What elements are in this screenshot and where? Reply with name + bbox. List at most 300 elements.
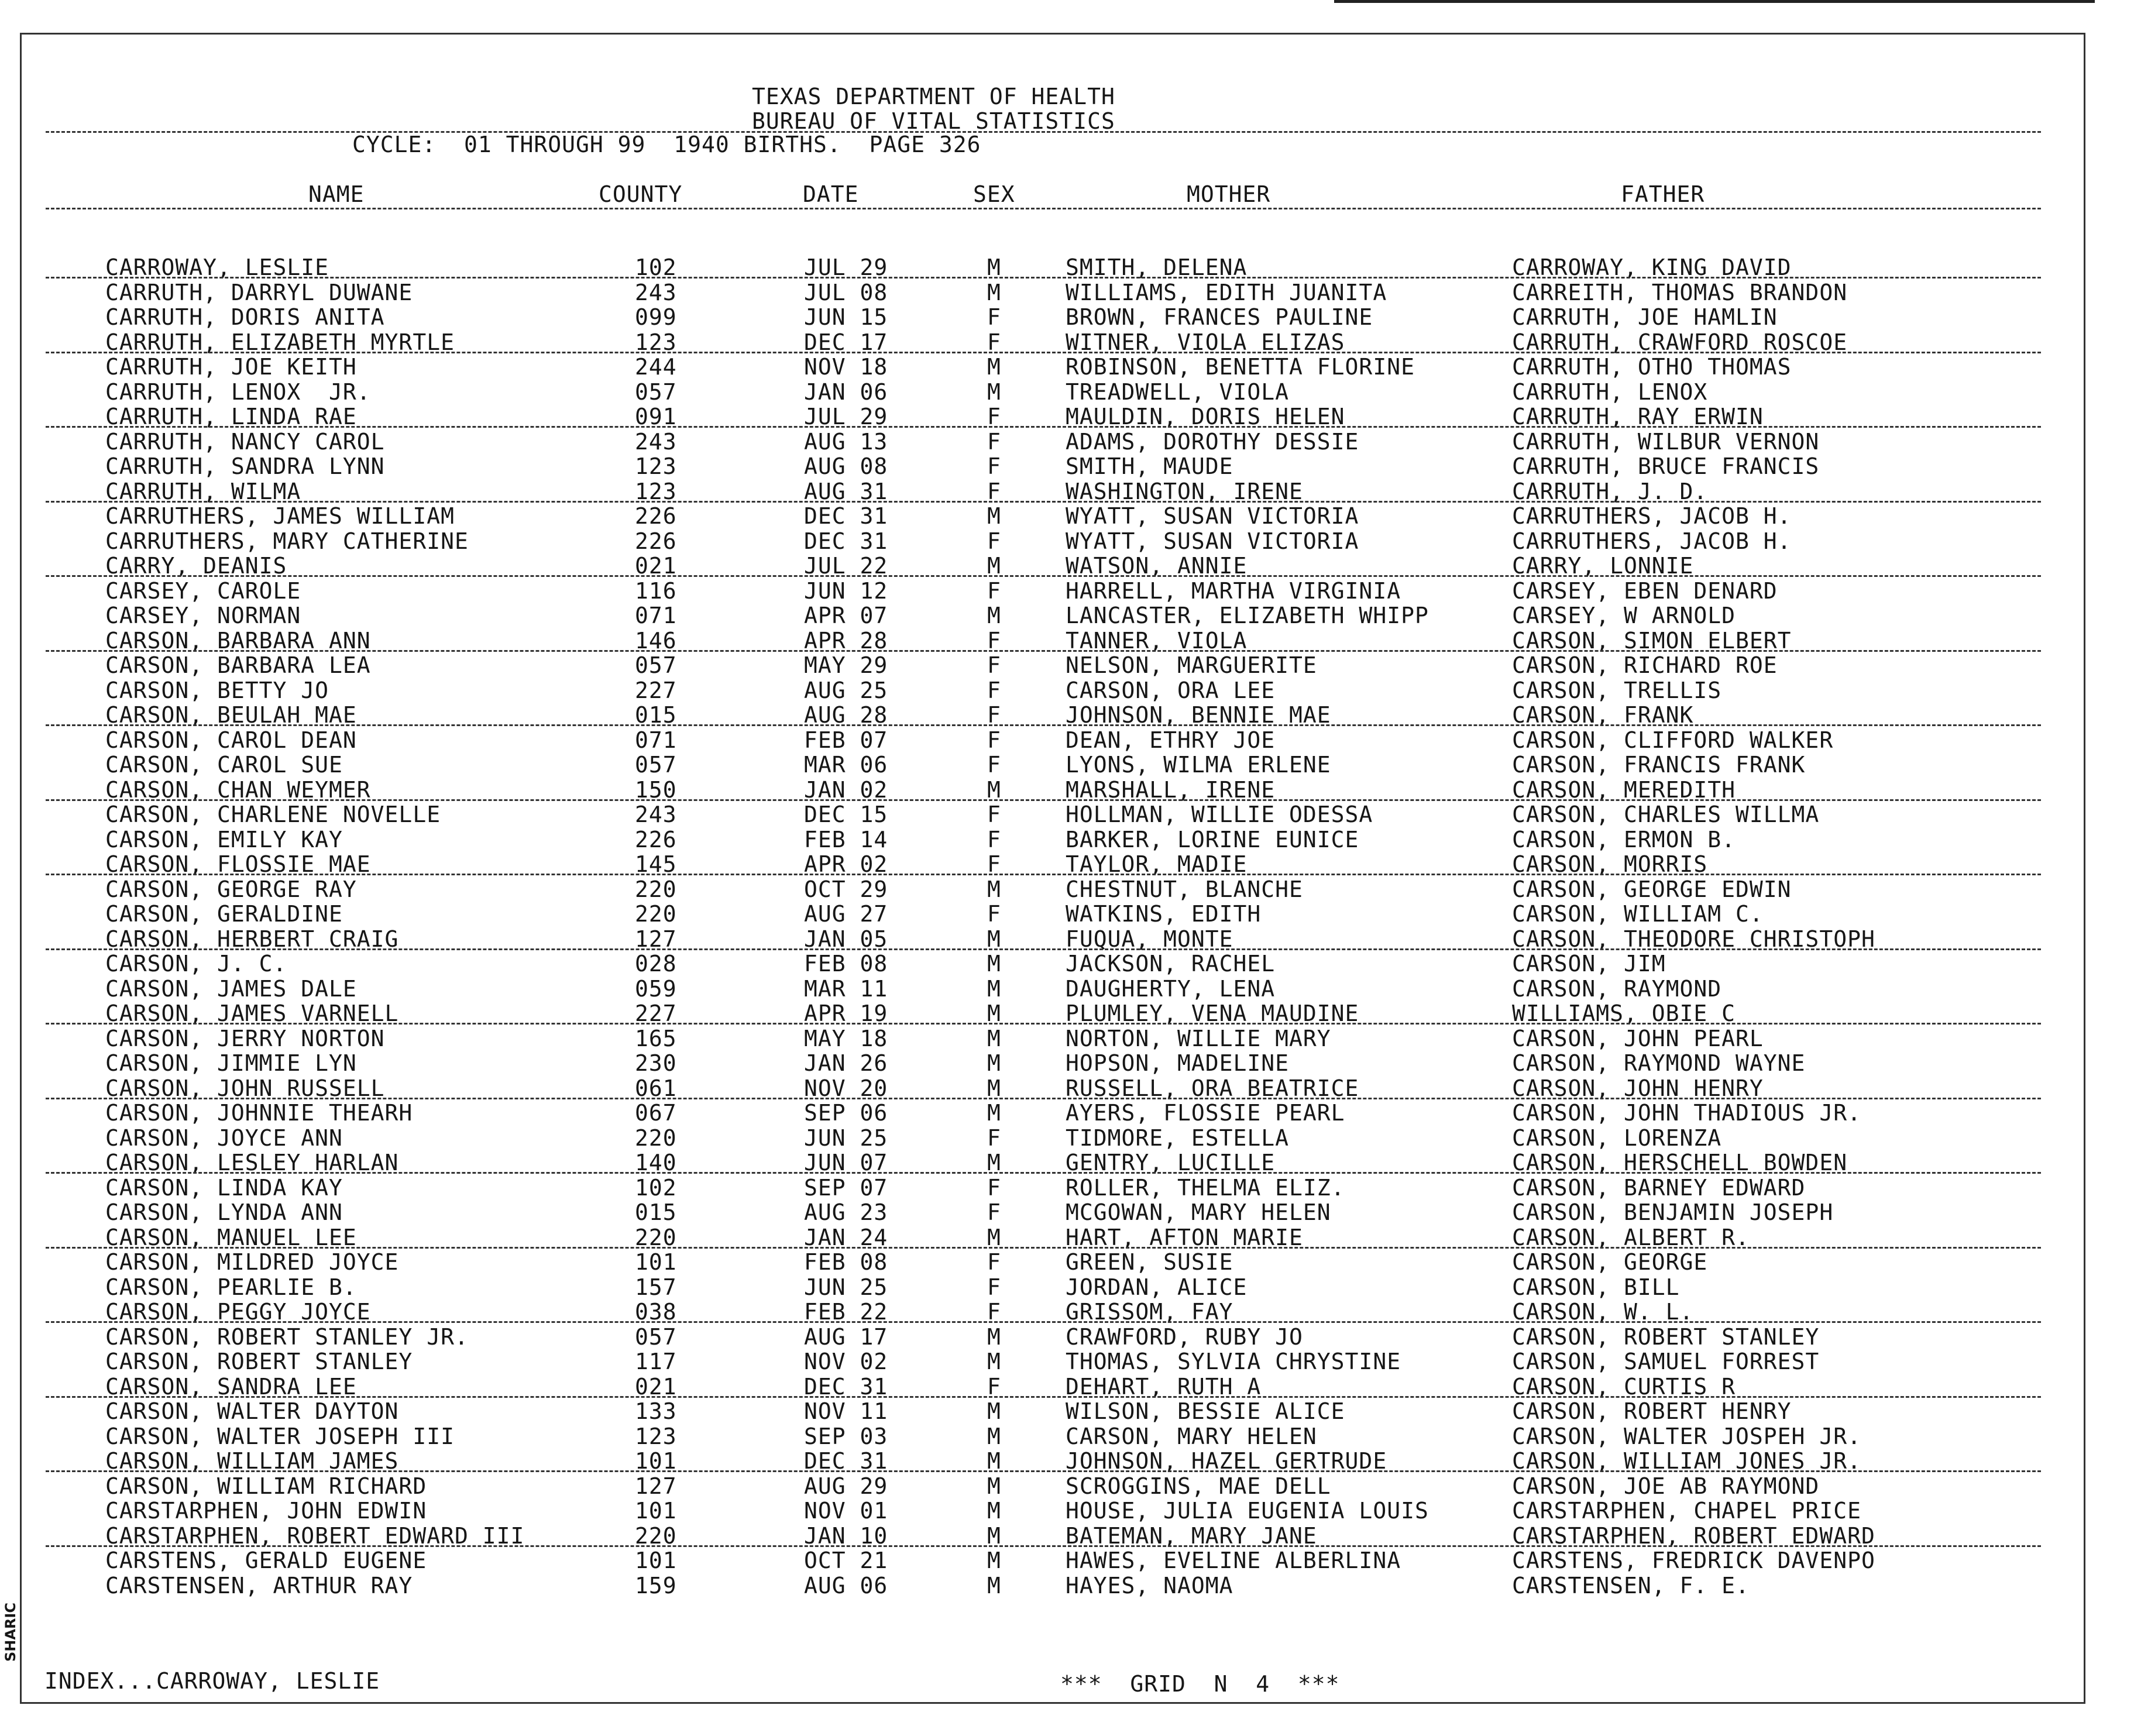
cell-mother: GRISSOM, FAY	[1066, 1299, 1233, 1325]
cell-name: CARRUTH, SANDRA LYNN	[105, 453, 385, 479]
cell-name: CARRUTH, JOE KEITH	[105, 354, 357, 380]
cell-name: CARSON, JAMES VARNELL	[105, 1001, 399, 1026]
cell-date: OCT 29	[804, 876, 888, 902]
cell-mother: WILLIAMS, EDITH JUANITA	[1066, 280, 1387, 305]
cell-mother: BATEMAN, MARY JANE	[1066, 1523, 1317, 1549]
cell-sex: F	[987, 404, 1001, 429]
cell-name: CARRUTH, DORIS ANITA	[105, 304, 385, 330]
cell-county: 116	[635, 578, 677, 604]
cell-date: JAN 10	[804, 1523, 888, 1549]
column-header-date: DATE	[803, 181, 859, 207]
cell-mother: THOMAS, SYLVIA CHRYSTINE	[1066, 1349, 1401, 1374]
cell-father: CARREITH, THOMAS BRANDON	[1512, 280, 1848, 305]
cell-county: 146	[635, 628, 677, 654]
cell-county: 140	[635, 1150, 677, 1175]
cell-county: 101	[635, 1548, 677, 1573]
cell-mother: JOHNSON, BENNIE MAE	[1066, 702, 1331, 728]
cell-mother: ADAMS, DOROTHY DESSIE	[1066, 429, 1359, 455]
cell-county: 226	[635, 528, 677, 554]
cell-county: 101	[635, 1448, 677, 1474]
row-group-rule	[46, 575, 2041, 577]
cell-father: CARSTARPHEN, CHAPEL PRICE	[1512, 1498, 1861, 1524]
cell-father: CARSON, WILLIAM C.	[1512, 901, 1764, 927]
cell-name: CARSON, MANUEL LEE	[105, 1225, 357, 1250]
cell-date: AUG 31	[804, 479, 888, 504]
row-group-rule	[46, 277, 2041, 279]
cell-county: 243	[635, 802, 677, 827]
cell-date: MAR 11	[804, 976, 888, 1002]
cell-sex: M	[987, 1100, 1001, 1126]
cell-father: CARSON, MEREDITH	[1512, 777, 1736, 803]
cell-name: CARSON, PEARLIE B.	[105, 1274, 357, 1300]
cycle-line: CYCLE: 01 THROUGH 99 1940 BIRTHS. PAGE 326	[352, 132, 981, 157]
cell-name: CARSTENSEN, ARTHUR RAY	[105, 1573, 413, 1599]
cell-sex: F	[987, 329, 1001, 355]
cell-name: CARSON, WALTER JOSEPH III	[105, 1424, 455, 1449]
cell-county: 226	[635, 503, 677, 529]
cell-father: CARRUTH, BRUCE FRANCIS	[1512, 453, 1820, 479]
cell-father: CARSON, RAYMOND WAYNE	[1512, 1050, 1806, 1076]
cell-name: CARSON, JERRY NORTON	[105, 1026, 385, 1051]
cell-father: CARSON, WALTER JOSPEH JR.	[1512, 1424, 1861, 1449]
cell-sex: M	[987, 876, 1001, 902]
cell-date: DEC 31	[804, 503, 888, 529]
cell-father: CARSON, THEODORE CHRISTOPH	[1512, 926, 1875, 952]
cell-name: CARSON, ROBERT STANLEY	[105, 1349, 413, 1374]
cell-county: 021	[635, 553, 677, 579]
cell-date: JUN 25	[804, 1125, 888, 1151]
cell-name: CARRUTH, WILMA	[105, 479, 301, 504]
cell-sex: F	[987, 752, 1001, 778]
cell-date: FEB 14	[804, 827, 888, 852]
cell-father: CARSON, FRANCIS FRANK	[1512, 752, 1806, 778]
cell-father: CARSON, GEORGE	[1512, 1249, 1708, 1275]
cell-mother: MCGOWAN, MARY HELEN	[1066, 1199, 1331, 1225]
cell-mother: HARRELL, MARTHA VIRGINIA	[1066, 578, 1401, 604]
row-group-rule	[46, 799, 2041, 801]
cell-mother: WASHINGTON, IRENE	[1066, 479, 1303, 504]
cell-father: CARSON, TRELLIS	[1512, 678, 1722, 703]
cell-father: CARRUTH, CRAWFORD ROSCOE	[1512, 329, 1848, 355]
cell-mother: FUQUA, MONTE	[1066, 926, 1233, 952]
cell-father: CARSON, BILL	[1512, 1274, 1680, 1300]
cell-sex: F	[987, 304, 1001, 330]
row-group-rule	[46, 948, 2041, 950]
cell-county: 091	[635, 404, 677, 429]
cell-county: 150	[635, 777, 677, 803]
cell-father: CARSON, CLIFFORD WALKER	[1512, 727, 1834, 753]
column-header-father: FATHER	[1621, 181, 1705, 207]
row-group-rule	[46, 1172, 2041, 1174]
cell-sex: M	[987, 1324, 1001, 1350]
cell-county: 021	[635, 1374, 677, 1400]
cell-date: AUG 17	[804, 1324, 888, 1350]
cell-county: 101	[635, 1249, 677, 1275]
cell-county: 057	[635, 752, 677, 778]
cell-father: CARSTARPHEN, ROBERT EDWARD	[1512, 1523, 1875, 1549]
row-group-rule	[46, 1023, 2041, 1025]
cell-mother: PLUMLEY, VENA MAUDINE	[1066, 1001, 1359, 1026]
cell-county: 220	[635, 901, 677, 927]
cell-sex: M	[987, 951, 1001, 977]
cell-date: AUG 27	[804, 901, 888, 927]
row-group-rule	[46, 1545, 2041, 1547]
cell-name: CARSON, SANDRA LEE	[105, 1374, 357, 1400]
cell-county: 227	[635, 1001, 677, 1026]
cell-name: CARSON, CAROL DEAN	[105, 727, 357, 753]
row-group-rule	[46, 1396, 2041, 1398]
cell-name: CARRUTH, LINDA RAE	[105, 404, 357, 429]
cell-date: JUN 07	[804, 1150, 888, 1175]
cell-sex: M	[987, 603, 1001, 628]
cell-sex: M	[987, 1523, 1001, 1549]
cell-sex: F	[987, 1299, 1001, 1325]
cell-date: JUN 25	[804, 1274, 888, 1300]
cell-sex: F	[987, 1249, 1001, 1275]
cell-county: 061	[635, 1075, 677, 1101]
cell-name: CARSTENS, GERALD EUGENE	[105, 1548, 427, 1573]
cell-name: CARSON, JIMMIE LYN	[105, 1050, 357, 1076]
cell-mother: HAYES, NAOMA	[1066, 1573, 1233, 1599]
cell-date: JAN 26	[804, 1050, 888, 1076]
cell-name: CARRUTHERS, MARY CATHERINE	[105, 528, 469, 554]
cell-county: 123	[635, 479, 677, 504]
cell-date: OCT 21	[804, 1548, 888, 1573]
cell-county: 145	[635, 851, 677, 877]
cell-father: CARSON, RICHARD ROE	[1512, 652, 1778, 678]
cell-father: CARSON, FRANK	[1512, 702, 1694, 728]
cell-date: MAY 29	[804, 652, 888, 678]
cell-county: 099	[635, 304, 677, 330]
cell-sex: M	[987, 926, 1001, 952]
cell-county: 243	[635, 429, 677, 455]
cell-mother: SCROGGINS, MAE DELL	[1066, 1473, 1331, 1499]
cell-county: 243	[635, 280, 677, 305]
header-rule-2	[46, 208, 2041, 209]
cell-date: APR 07	[804, 603, 888, 628]
cell-mother: DEHART, RUTH A	[1066, 1374, 1262, 1400]
cell-mother: GENTRY, LUCILLE	[1066, 1150, 1276, 1175]
cell-father: CARSEY, W ARNOLD	[1512, 603, 1736, 628]
row-group-rule	[46, 426, 2041, 428]
cell-mother: SMITH, DELENA	[1066, 255, 1248, 280]
cell-mother: DEAN, ETHRY JOE	[1066, 727, 1276, 753]
cell-father: CARSON, BARNEY EDWARD	[1512, 1175, 1806, 1201]
cell-name: CARSON, BETTY JO	[105, 678, 329, 703]
cell-sex: M	[987, 976, 1001, 1002]
row-group-rule	[46, 1098, 2041, 1099]
cell-county: 220	[635, 1125, 677, 1151]
cell-father: CARSON, JIM	[1512, 951, 1666, 977]
cell-name: CARRUTH, LENOX JR.	[105, 379, 371, 405]
cell-father: WILLIAMS, OBIE C	[1512, 1001, 1736, 1026]
row-group-rule	[46, 650, 2041, 652]
cell-county: 127	[635, 1473, 677, 1499]
cell-county: 038	[635, 1299, 677, 1325]
cell-sex: F	[987, 1274, 1001, 1300]
cell-father: CARSON, CURTIS R	[1512, 1374, 1736, 1400]
cell-date: AUG 29	[804, 1473, 888, 1499]
cell-date: APR 02	[804, 851, 888, 877]
cell-name: CARSON, WILLIAM RICHARD	[105, 1473, 427, 1499]
cell-mother: JOHNSON, HAZEL GERTRUDE	[1066, 1448, 1387, 1474]
cell-date: NOV 02	[804, 1349, 888, 1374]
cell-county: 123	[635, 329, 677, 355]
cell-name: CARSON, FLOSSIE MAE	[105, 851, 371, 877]
cell-sex: F	[987, 453, 1001, 479]
cell-mother: HOUSE, JULIA EUGENIA LOUIS	[1066, 1498, 1429, 1524]
cell-mother: RUSSELL, ORA BEATRICE	[1066, 1075, 1359, 1101]
cell-sex: M	[987, 1573, 1001, 1599]
cell-sex: F	[987, 1175, 1001, 1201]
cell-mother: WYATT, SUSAN VICTORIA	[1066, 528, 1359, 554]
cell-name: CARSON, LESLEY HARLAN	[105, 1150, 399, 1175]
cell-mother: NORTON, WILLIE MARY	[1066, 1026, 1331, 1051]
cell-date: FEB 08	[804, 1249, 888, 1275]
cell-father: CARSON, SIMON ELBERT	[1512, 628, 1792, 654]
cell-sex: F	[987, 851, 1001, 877]
cell-name: CARSON, GERALDINE	[105, 901, 343, 927]
cell-sex: F	[987, 528, 1001, 554]
cell-sex: M	[987, 280, 1001, 305]
cell-name: CARSON, LINDA KAY	[105, 1175, 343, 1201]
cell-father: CARRUTHERS, JACOB H.	[1512, 528, 1792, 554]
cell-sex: F	[987, 1199, 1001, 1225]
cell-father: CARSON, JOHN THADIOUS JR.	[1512, 1100, 1861, 1126]
cell-mother: HOLLMAN, WILLIE ODESSA	[1066, 802, 1373, 827]
cell-father: CARSON, JOHN PEARL	[1512, 1026, 1764, 1051]
cell-county: 123	[635, 1424, 677, 1449]
cell-name: CARSON, CAROL SUE	[105, 752, 343, 778]
cell-date: FEB 07	[804, 727, 888, 753]
cell-county: 067	[635, 1100, 677, 1126]
cell-date: MAR 06	[804, 752, 888, 778]
cell-sex: F	[987, 479, 1001, 504]
cell-sex: M	[987, 1448, 1001, 1474]
cell-mother: CHESTNUT, BLANCHE	[1066, 876, 1303, 902]
cell-date: SEP 06	[804, 1100, 888, 1126]
cell-county: 133	[635, 1398, 677, 1424]
cell-father: CARSON, SAMUEL FORREST	[1512, 1349, 1820, 1374]
cell-name: CARSTARPHEN, JOHN EDWIN	[105, 1498, 427, 1524]
cell-date: JUL 08	[804, 280, 888, 305]
cell-name: CARSTARPHEN, ROBERT EDWARD III	[105, 1523, 525, 1549]
cell-father: CARSON, ROBERT HENRY	[1512, 1398, 1792, 1424]
cell-father: CARSON, W. L.	[1512, 1299, 1694, 1325]
cell-date: JAN 06	[804, 379, 888, 405]
cell-date: JAN 24	[804, 1225, 888, 1250]
cell-name: CARSON, WALTER DAYTON	[105, 1398, 399, 1424]
cell-date: JUL 29	[804, 255, 888, 280]
cell-father: CARRUTH, RAY ERWIN	[1512, 404, 1764, 429]
cell-name: CARRUTH, NANCY CAROL	[105, 429, 385, 455]
cell-county: 057	[635, 379, 677, 405]
cell-sex: F	[987, 628, 1001, 654]
cell-county: 071	[635, 603, 677, 628]
side-tag: SHARIC	[2, 1603, 19, 1662]
cell-father: CARSON, RAYMOND	[1512, 976, 1722, 1002]
cell-date: NOV 20	[804, 1075, 888, 1101]
cell-mother: CRAWFORD, RUBY JO	[1066, 1324, 1303, 1350]
cell-name: CARSEY, NORMAN	[105, 603, 301, 628]
cell-date: APR 28	[804, 628, 888, 654]
cell-sex: M	[987, 1001, 1001, 1026]
cell-father: CARRUTH, LENOX	[1512, 379, 1708, 405]
cell-name: CARSEY, CAROLE	[105, 578, 301, 604]
cell-name: CARSON, JOYCE ANN	[105, 1125, 343, 1151]
cell-father: CARSEY, EBEN DENARD	[1512, 578, 1778, 604]
cell-name: CARSON, BARBARA LEA	[105, 652, 371, 678]
cell-sex: F	[987, 827, 1001, 852]
cell-sex: M	[987, 1498, 1001, 1524]
cell-father: CARSON, LORENZA	[1512, 1125, 1722, 1151]
cell-mother: HAWES, EVELINE ALBERLINA	[1066, 1548, 1401, 1573]
cell-county: 226	[635, 827, 677, 852]
cell-father: CARSON, WILLIAM JONES JR.	[1512, 1448, 1861, 1474]
cell-sex: F	[987, 702, 1001, 728]
agency-title: TEXAS DEPARTMENT OF HEALTH	[752, 84, 1115, 109]
cell-name: CARSON, JOHNNIE THEARH	[105, 1100, 413, 1126]
cell-name: CARRUTH, DARRYL DUWANE	[105, 280, 413, 305]
cell-mother: NELSON, MARGUERITE	[1066, 652, 1317, 678]
cell-mother: AYERS, FLOSSIE PEARL	[1066, 1100, 1345, 1126]
cell-sex: F	[987, 652, 1001, 678]
cell-date: AUG 08	[804, 453, 888, 479]
cell-mother: LYONS, WILMA ERLENE	[1066, 752, 1331, 778]
cell-father: CARRUTH, J. D.	[1512, 479, 1708, 504]
cell-sex: M	[987, 1424, 1001, 1449]
cell-sex: M	[987, 1075, 1001, 1101]
row-group-rule	[46, 1470, 2041, 1472]
cell-date: AUG 06	[804, 1573, 888, 1599]
cell-mother: TAYLOR, MADIE	[1066, 851, 1248, 877]
cell-mother: ROBINSON, BENETTA FLORINE	[1066, 354, 1415, 380]
cell-mother: CARSON, ORA LEE	[1066, 678, 1276, 703]
top-edge-rule	[1334, 0, 2095, 3]
cell-mother: BROWN, FRANCES PAULINE	[1066, 304, 1373, 330]
cell-date: AUG 23	[804, 1199, 888, 1225]
cell-date: JUN 12	[804, 578, 888, 604]
row-group-rule	[46, 1247, 2041, 1249]
cell-name: CARRUTHERS, JAMES WILLIAM	[105, 503, 455, 529]
cell-county: 015	[635, 702, 677, 728]
cell-county: 159	[635, 1573, 677, 1599]
cell-mother: BARKER, LORINE EUNICE	[1066, 827, 1359, 852]
row-group-rule	[46, 501, 2041, 503]
cell-county: 127	[635, 926, 677, 952]
cell-sex: M	[987, 1349, 1001, 1374]
cell-father: CARSTENS, FREDRICK DAVENPO	[1512, 1548, 1875, 1573]
cell-father: CARRY, LONNIE	[1512, 553, 1694, 579]
cell-sex: F	[987, 678, 1001, 703]
cell-sex: F	[987, 1374, 1001, 1400]
cell-sex: F	[987, 429, 1001, 455]
cell-date: DEC 15	[804, 802, 888, 827]
cell-father: CARSON, JOHN HENRY	[1512, 1075, 1764, 1101]
cell-sex: M	[987, 503, 1001, 529]
cell-mother: HOPSON, MADELINE	[1066, 1050, 1290, 1076]
footer-grid: *** GRID N 4 ***	[1060, 1671, 1340, 1697]
cell-county: 165	[635, 1026, 677, 1051]
column-header-mother: MOTHER	[1187, 181, 1271, 207]
cell-name: CARSON, HERBERT CRAIG	[105, 926, 399, 952]
cell-county: 101	[635, 1498, 677, 1524]
cell-mother: MARSHALL, IRENE	[1066, 777, 1276, 803]
column-header-sex: SEX	[973, 181, 1015, 207]
cell-name: CARRUTH, ELIZABETH MYRTLE	[105, 329, 455, 355]
cell-name: CARSON, J. C.	[105, 951, 287, 977]
cell-date: DEC 31	[804, 1448, 888, 1474]
cell-mother: WATSON, ANNIE	[1066, 553, 1248, 579]
cell-name: CARSON, JAMES DALE	[105, 976, 357, 1002]
cell-county: 244	[635, 354, 677, 380]
cell-father: CARSON, MORRIS	[1512, 851, 1708, 877]
cell-sex: M	[987, 255, 1001, 280]
cell-sex: F	[987, 802, 1001, 827]
cell-sex: M	[987, 1548, 1001, 1573]
cell-county: 220	[635, 1523, 677, 1549]
cell-father: CARRUTHERS, JACOB H.	[1512, 503, 1792, 529]
row-group-rule	[46, 874, 2041, 875]
cell-mother: SMITH, MAUDE	[1066, 453, 1233, 479]
cell-mother: TREADWELL, VIOLA	[1066, 379, 1290, 405]
cell-mother: GREEN, SUSIE	[1066, 1249, 1233, 1275]
cell-father: CARSON, ALBERT R.	[1512, 1225, 1750, 1250]
cell-sex: M	[987, 1050, 1001, 1076]
cell-name: CARRY, DEANIS	[105, 553, 287, 579]
cell-county: 102	[635, 1175, 677, 1201]
cell-father: CARSON, JOE AB RAYMOND	[1512, 1473, 1820, 1499]
cell-sex: M	[987, 354, 1001, 380]
cell-name: CARSON, CHARLENE NOVELLE	[105, 802, 441, 827]
cell-county: 227	[635, 678, 677, 703]
cell-sex: M	[987, 1026, 1001, 1051]
cell-county: 102	[635, 255, 677, 280]
cell-date: FEB 22	[804, 1299, 888, 1325]
cell-mother: HART, AFTON MARIE	[1066, 1225, 1303, 1250]
cell-sex: M	[987, 379, 1001, 405]
cell-mother: WILSON, BESSIE ALICE	[1066, 1398, 1345, 1424]
cell-date: SEP 07	[804, 1175, 888, 1201]
cell-father: CARRUTH, OTHO THOMAS	[1512, 354, 1792, 380]
row-group-rule	[46, 352, 2041, 353]
cell-father: CARSON, ERMON B.	[1512, 827, 1736, 852]
cell-mother: LANCASTER, ELIZABETH WHIPP	[1066, 603, 1429, 628]
cell-mother: ROLLER, THELMA ELIZ.	[1066, 1175, 1345, 1201]
cell-date: AUG 25	[804, 678, 888, 703]
cell-date: AUG 28	[804, 702, 888, 728]
cell-county: 015	[635, 1199, 677, 1225]
cell-county: 230	[635, 1050, 677, 1076]
cell-mother: DAUGHERTY, LENA	[1066, 976, 1276, 1002]
cell-county: 057	[635, 1324, 677, 1350]
bureau-title: BUREAU OF VITAL STATISTICS	[752, 108, 1115, 134]
cell-date: SEP 03	[804, 1424, 888, 1449]
cell-county: 220	[635, 876, 677, 902]
footer-index: INDEX...CARROWAY, LESLIE	[44, 1668, 380, 1694]
cell-mother: WYATT, SUSAN VICTORIA	[1066, 503, 1359, 529]
cell-date: JUL 29	[804, 404, 888, 429]
row-group-rule	[46, 724, 2041, 726]
cell-father: CARRUTH, WILBUR VERNON	[1512, 429, 1820, 455]
cell-name: CARSON, EMILY KAY	[105, 827, 343, 852]
cell-date: APR 19	[804, 1001, 888, 1026]
cell-name: CARSON, PEGGY JOYCE	[105, 1299, 371, 1325]
cell-name: CARSON, BEULAH MAE	[105, 702, 357, 728]
cell-date: JUN 15	[804, 304, 888, 330]
cell-sex: F	[987, 578, 1001, 604]
cell-name: CARSON, LYNDA ANN	[105, 1199, 343, 1225]
